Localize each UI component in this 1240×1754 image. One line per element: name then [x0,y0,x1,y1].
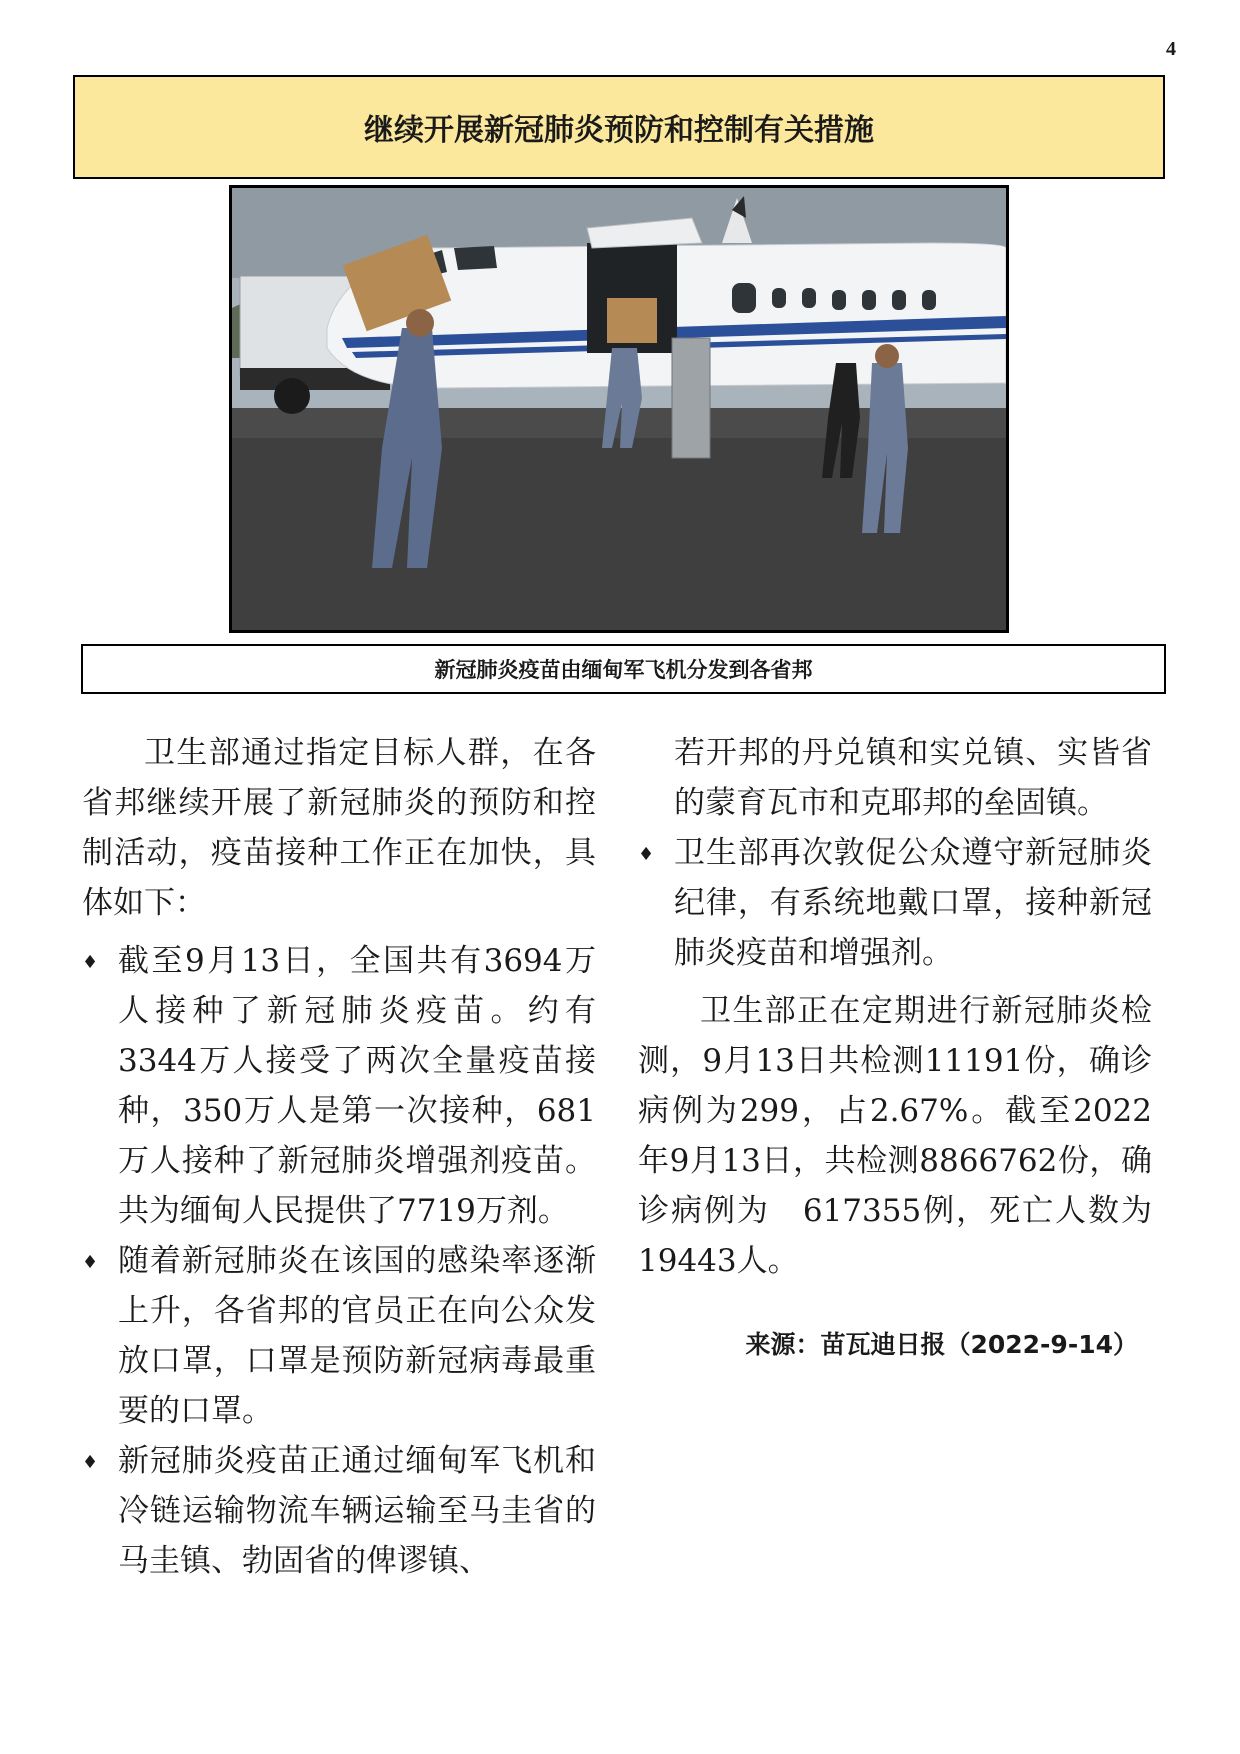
diamond-bullet-icon: ♦ [82,1452,99,1473]
bullet-text: 卫生部再次敦促公众遵守新冠肺炎纪律，有系统地戴口罩，接种新冠肺炎疫苗和增强剂。 [674,835,1152,971]
bullet-text: 随着新冠肺炎在该国的感染率逐渐上升，各省邦的官员正在向公众发放口罩，口罩是预防新冠病毒最重要的口罩。 [118,1243,596,1429]
photo-caption-text: 新冠肺炎疫苗由缅甸军飞机分发到各省邦 [434,658,813,682]
page-number: 4 [1166,38,1176,60]
bullet-item [82,936,596,1236]
testing-paragraph: 卫生部正在定期进行新冠肺炎检测，9月13日共检测11191份，确诊病例为299，占2.67%。截至2022年9月13日，共检测8866762份，确诊病例为 617355例，死亡人数为19443人。 [638,993,1152,1279]
diamond-bullet-icon: ♦ [82,952,99,973]
bullet-text: 新冠肺炎疫苗正通过缅甸军飞机和冷链运输物流车辆运输至马圭省的马圭镇、勃固省的俾谬镇、 [118,1443,596,1579]
left-column [82,728,596,1586]
airplane-unloading-illustration [232,188,1006,630]
bullet-continuation [638,728,1152,828]
bullet-text: 截至9月13日，全国共有3694万人接种了新冠肺炎疫苗。约有3344万人接受了两次全量疫苗接种，350万人是第一次接种，681万人接种了新冠肺炎增强剂疫苗。共为缅甸人民提供了7719万剂。 [118,943,596,1229]
article-title [73,75,1165,179]
diamond-bullet-icon: ♦ [82,1252,99,1273]
source-citation: 来源：苗瓦迪日报（2022-9-14） [745,1330,1138,1359]
article-title-text: 继续开展新冠肺炎预防和控制有关措施 [364,113,874,148]
photo-caption [81,644,1166,694]
intro-paragraph: 卫生部通过指定目标人群，在各省邦继续开展了新冠肺炎的预防和控制活动，疫苗接种工作正在加快，具体如下： [82,735,596,921]
right-column [638,728,1152,1370]
bullet-item [638,828,1152,978]
bullet-item [82,1236,596,1436]
bullet-continuation-text: 若开邦的丹兑镇和实兑镇、实皆省的蒙育瓦市和克耶邦的垒固镇。 [674,735,1152,821]
bullet-item [82,1436,596,1586]
diamond-bullet-icon: ♦ [638,844,655,865]
news-photo [229,185,1009,633]
